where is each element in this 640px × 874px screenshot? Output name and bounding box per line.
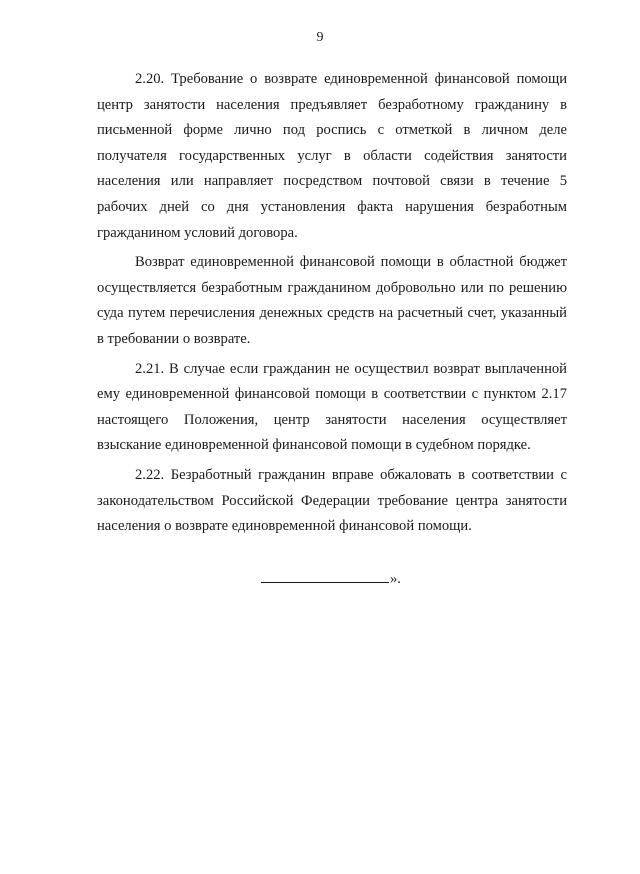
paragraph-2-21: 2.21. В случае если гражданин не осуществил возврат выплаченной ему единовременной финансовой помощи в соответствии с пунктом 2.17 настоящего Положения, центр занятости населения осуществляет взыскание единовременной финансовой помощи в судебном порядке. [97, 360, 567, 454]
document-body [97, 67, 567, 544]
paragraph-2-22: 2.22. Безработный гражданин вправе обжаловать в соответствии с законодательством Российской Федерации требование центра занятости населения о возврате единовременной финансовой помощи. [97, 466, 567, 535]
signature-underline [261, 568, 389, 583]
closing-quote-mark: ». [390, 571, 401, 587]
paragraph-refund-procedure: Возврат единовременной финансовой помощи в областной бюджет осуществляется безработным гражданином добровольно или по решению суда путем перечисления денежных средств на расчетный счет, указанный в требовании о возврате. [97, 254, 567, 347]
paragraph-2-20: 2.20. Требование о возврате единовременной финансовой помощи центр занятости населения предъявляет безработному гражданину в письменной форме лично под роспись с отметкой в личном деле получателя государственных услуг в области содействия занятости населения или направляет посредством почтовой связи в течение 5 рабочих дней со дня установления факта нарушения безработным гражданином условий договора. [97, 71, 567, 241]
page-number: 9 [316, 30, 324, 45]
closing-line [261, 568, 401, 589]
